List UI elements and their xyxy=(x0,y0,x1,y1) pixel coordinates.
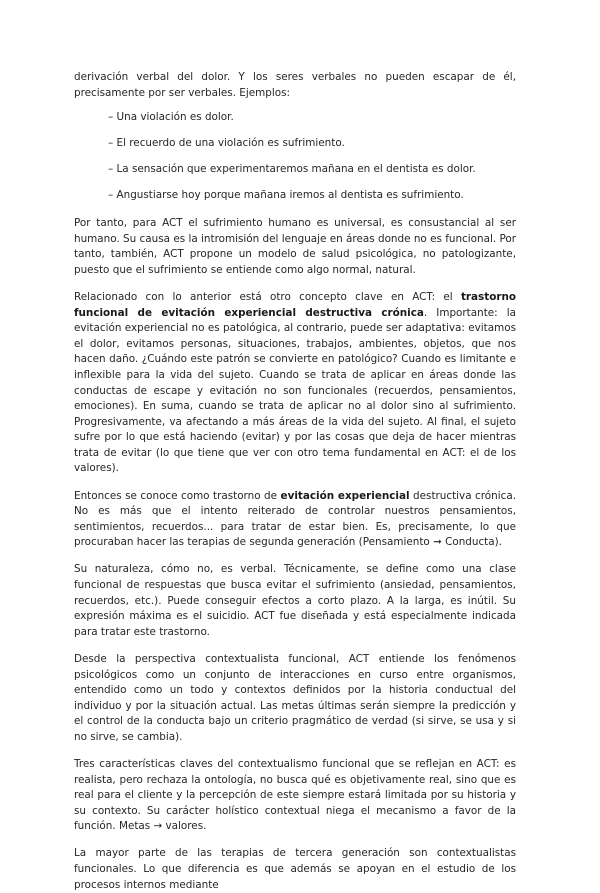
bold-term: trastorno funcional de evitación experiencial destructiva crónica xyxy=(74,290,516,319)
paragraph-text: destructiva crónica. No es más que el intento reiterado de controlar nuestros pensamientos, sentimientos, recuerdos... para tratar de estar bien. Es, precisamente, lo que procuraban hacer las terapias de segunda generación (Pensamiento ➞ Conducta). xyxy=(74,489,516,549)
bold-term: evitación experiencial xyxy=(280,489,410,502)
paragraph-text: Entonces se conoce como trastorno de xyxy=(74,489,281,502)
paragraph-intro: derivación verbal del dolor. Y los seres verbales no pueden escapar de él, precisamente por ser verbales. Ejemplos: xyxy=(74,71,516,99)
example-item: – Una violación es dolor. xyxy=(108,111,234,124)
examples-list xyxy=(74,110,516,204)
paragraph-contextualist-perspective: Desde la perspectiva contextualista funcional, ACT entiende los fenómenos psicológicos como un conjunto de interacciones en curso entre organismos, entendido como un todo y contextos definidos por la historia conductual del individuo y por la situación actual. Las metas últimas serán siempre la predicción y el control de la conducta bajo un criterio pragmático de verdad (si sirve, se usa y si no sirve, se cambia). xyxy=(74,652,516,743)
example-item: – Angustiarse hoy porque mañana iremos al dentista es sufrimiento. xyxy=(108,189,464,202)
paragraph-avoidance-disorder xyxy=(74,290,516,477)
paragraph-third-generation: La mayor parte de las terapias de tercera generación son contextualistas funcionales. Lo que diferencia es que además se apoyan en el estudio de los procesos internos mediante xyxy=(74,847,516,891)
paragraph-text: . Importante: la evitación experiencial no es patológica, al contrario, puede ser adaptativa: evitamos el dolor, evitamos personas, situaciones, trabajos, ambientes, objetos, que nos hacen daño. ¿Cuándo este patrón se convierte en patológico? Cuando es limitante e inflexible para la vida del sujeto. Cuando se trata de aplicar en áreas donde las conductas de escape y evitación no son funcionales (recuerdos, pensamientos, emociones). En suma, cuando se trata de aplicar no al dolor sino al sufrimiento. Progresivamente, va afectando a más áreas de la vida del sujeto. Al final, el sujeto sufre por lo que está haciendo (evitar) y por las cosas que deja de hacer mientras trata de evitar (lo que tiene que ver con otro tema fundamental en ACT: el de los valores). xyxy=(74,306,516,475)
paragraph-experiential-avoidance xyxy=(74,489,516,551)
paragraph-nature: Su naturaleza, cómo no, es verbal. Técnicamente, se define como una clase funcional de respuestas que busca evitar el sufrimiento (ansiedad, pensamientos, recuerdos, etc.). Puede conseguir efectos a corto plazo. A la larga, es inútil. Su expresión máxima es el suicidio. ACT fue diseñada y está especialmente indicada para tratar este trastorno. xyxy=(74,563,516,638)
example-item: – El recuerdo de una violación es sufrimiento. xyxy=(108,137,345,150)
paragraph-characteristics: Tres características claves del contextualismo funcional que se reflejan en ACT: es realista, pero rechaza la ontología, no busca qué es objetivamente real, sino que es real para el cliente y la percepción de este siempre estará limitada por su historia y su contexto. Su carácter holístico contextual niega el mecanismo a favor de la función. Metas → valores. xyxy=(74,757,516,833)
example-item: – La sensación que experimentaremos mañana en el dentista es dolor. xyxy=(108,163,476,176)
paragraph-text: Relacionado con lo anterior está otro concepto clave en ACT: el xyxy=(74,290,461,303)
paragraph-universal-suffering: Por tanto, para ACT el sufrimiento humano es universal, es consustancial al ser humano. Su causa es la intromisión del lenguaje en áreas donde no es funcional. Por tanto, también, ACT propone un modelo de salud psicológica, no patologizante, puesto que el sufrimiento se entiende como algo normal, natural. xyxy=(74,217,516,276)
